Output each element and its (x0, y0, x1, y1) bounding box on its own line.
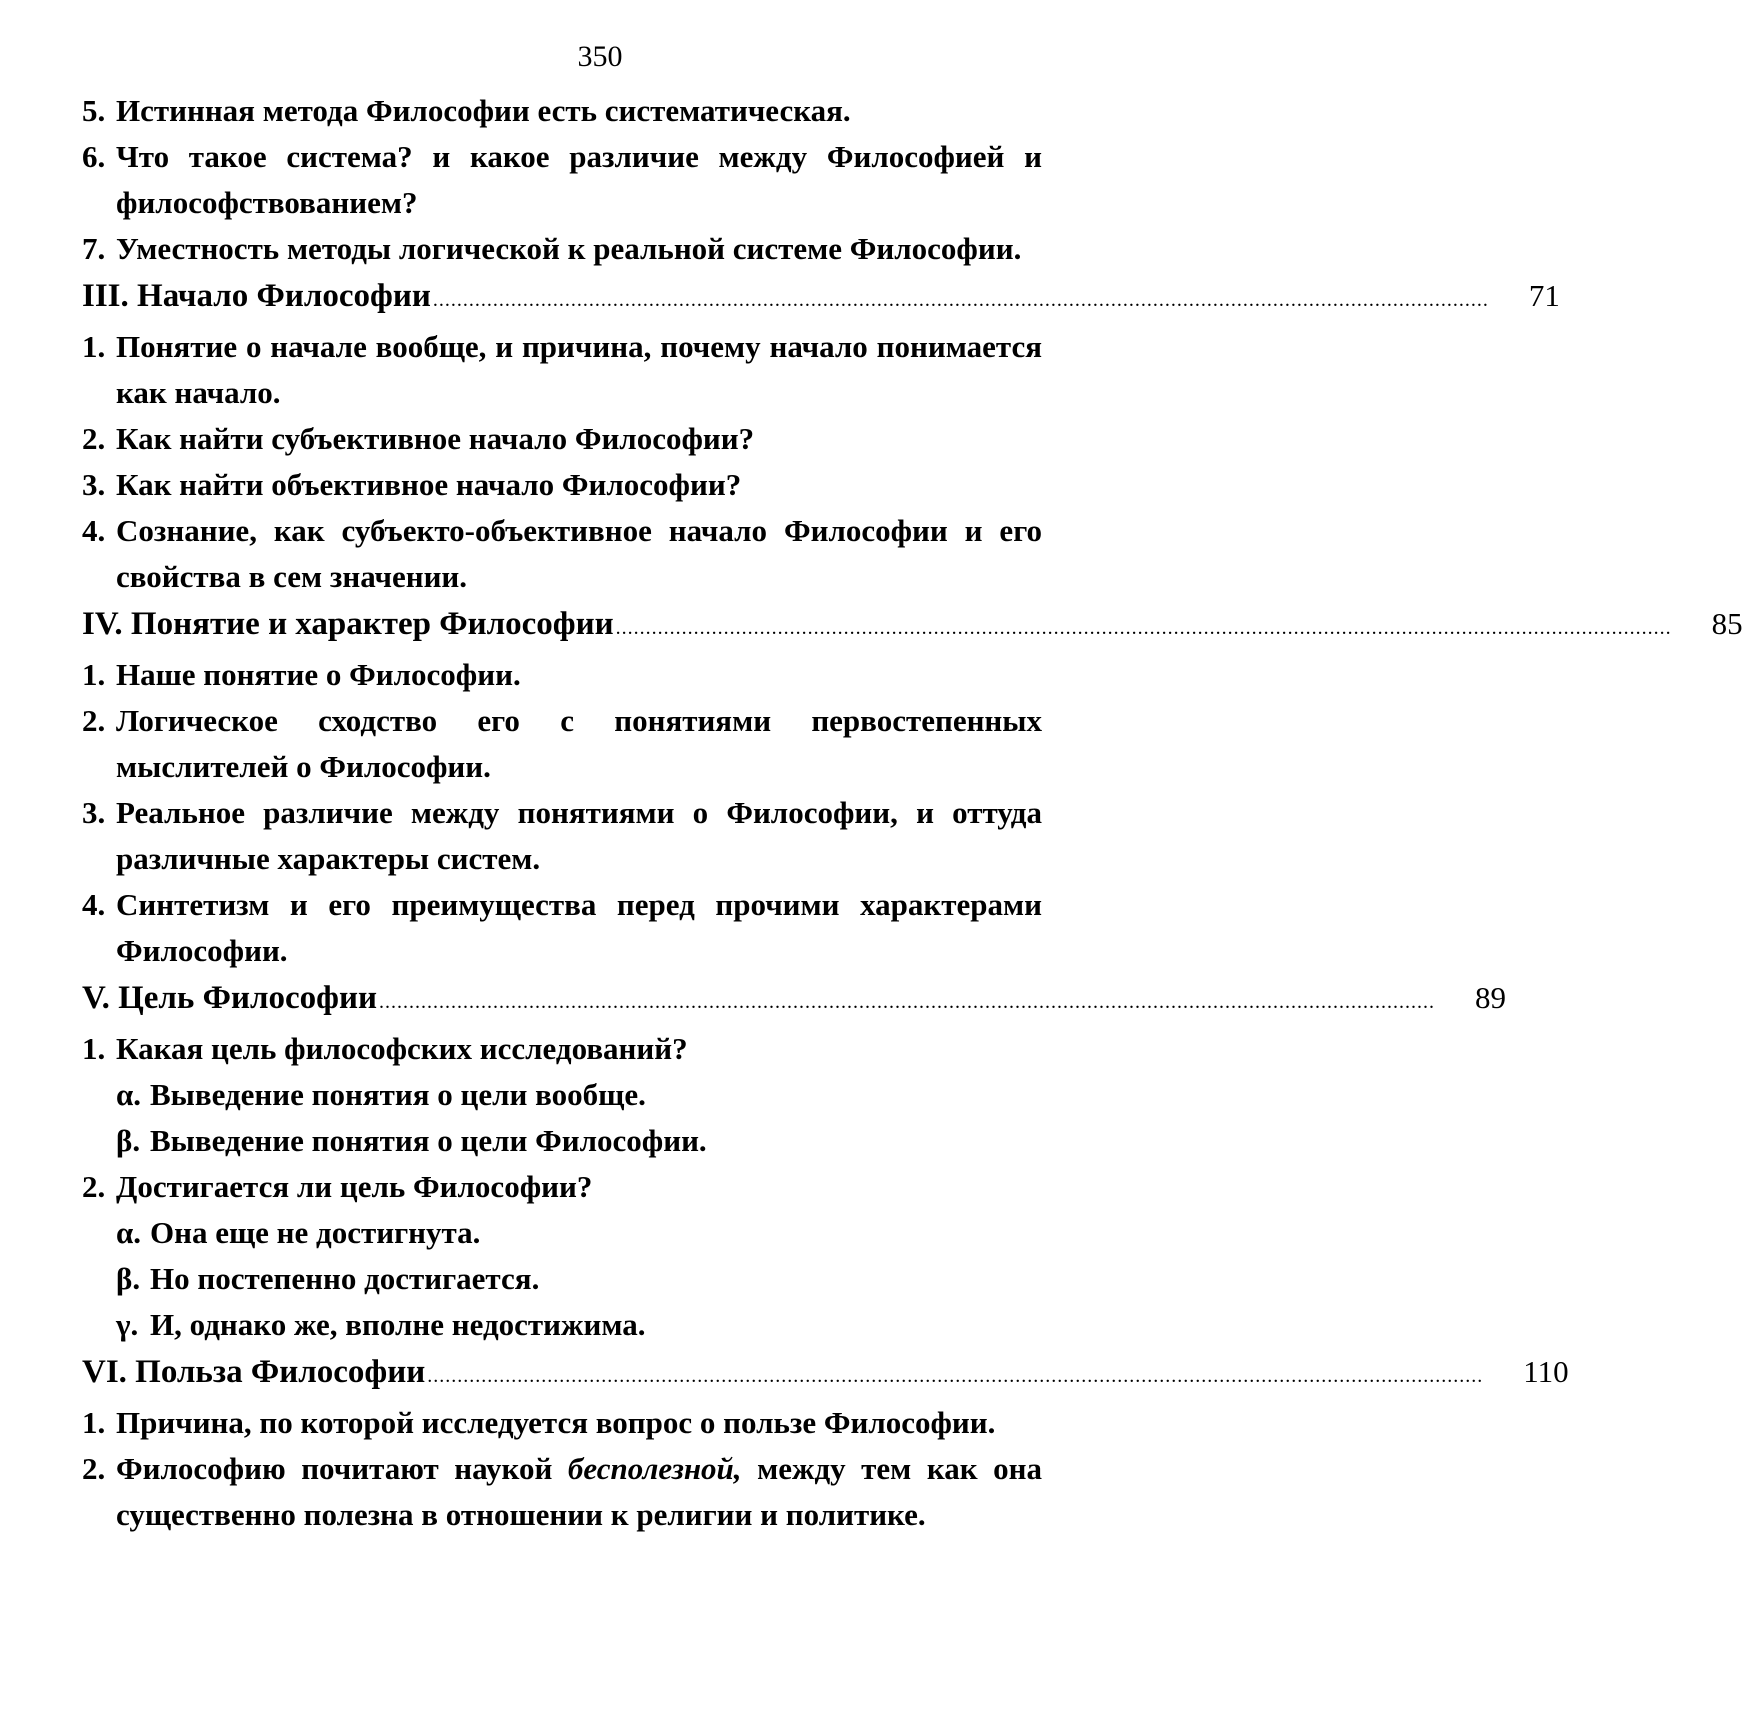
toc-item (82, 1446, 1042, 1538)
dot-leader: ................................................................................................................................................................................ (427, 1353, 1483, 1400)
item-number: 2. (82, 698, 116, 744)
item-text: Причина, по которой исследуется вопрос о пользе Философии. (116, 1400, 1042, 1446)
toc-subitem (82, 1256, 1132, 1302)
item-number: 3. (82, 462, 116, 508)
section-title: VI. Польза Философии (82, 1349, 425, 1396)
subitem-letter: α. (116, 1210, 150, 1256)
item-number: 5. (82, 88, 116, 134)
book-page (0, 0, 1200, 1732)
item-text: Понятие о начале вообще, и причина, почему начало понимается как начало. (116, 324, 1042, 416)
table-of-contents (82, 88, 1132, 1538)
item-text: Реальное различие между понятиями о Философии, и оттуда различные характеры систем. (116, 790, 1042, 882)
subitem-letter: γ. (116, 1302, 150, 1348)
item-text: Истинная метода Философии есть систематическая. (116, 88, 1042, 134)
item-number: 1. (82, 1400, 116, 1446)
dot-leader: ................................................................................................................................................................................ (433, 277, 1489, 324)
toc-subitem (82, 1210, 1132, 1256)
item-number: 6. (82, 134, 116, 180)
item-text (116, 1446, 1042, 1538)
toc-item (82, 416, 1042, 462)
toc-item (82, 88, 1042, 134)
section-page-number: 71 (1529, 272, 1579, 319)
section-heading (82, 1348, 1132, 1400)
dot-leader: ................................................................................................................................................................................ (616, 605, 1672, 652)
item-text: Достигается ли цель Философии? (116, 1164, 1042, 1210)
subitem-text: Выведение понятия о цели Философии. (150, 1118, 707, 1164)
item-number: 1. (82, 324, 116, 370)
item-number: 3. (82, 790, 116, 836)
toc-item (82, 1164, 1042, 1210)
toc-item (82, 226, 1042, 272)
item-text: Наше понятие о Философии. (116, 652, 1042, 698)
item-text: Как найти объективное начало Философии? (116, 462, 1042, 508)
item-text: Логическое сходство его с понятиями первостепенных мыслителей о Философии. (116, 698, 1042, 790)
item-number: 2. (82, 1164, 116, 1210)
item-text: Что такое система? и какое различие между Философией и философствованием? (116, 134, 1042, 226)
item-text: Какая цель философских исследований? (116, 1026, 1042, 1072)
item-number: 2. (82, 1446, 116, 1492)
toc-item (82, 882, 1042, 974)
item-number: 2. (82, 416, 116, 462)
subitem-text: Она еще не достигнута. (150, 1210, 480, 1256)
toc-subitem (82, 1302, 1132, 1348)
section-heading (82, 600, 1132, 652)
item-text: Синтетизм и его преимущества перед прочими характерами Философии. (116, 882, 1042, 974)
toc-item (82, 324, 1042, 416)
toc-item (82, 1026, 1042, 1072)
item-text-italic: бесполезной, (568, 1451, 742, 1486)
section-title: IV. Понятие и характер Философии (82, 601, 614, 648)
item-number: 1. (82, 1026, 116, 1072)
section-title: III. Начало Философии (82, 273, 431, 320)
item-text-start: Философию почитают наукой (116, 1451, 552, 1486)
item-text: Как найти субъективное начало Философии? (116, 416, 1042, 462)
section-page-number: 89 (1475, 974, 1525, 1021)
toc-subitem (82, 1118, 1132, 1164)
subitem-letter: α. (116, 1072, 150, 1118)
item-text: Сознание, как субъекто-объективное начало Философии и его свойства в сем значении. (116, 508, 1042, 600)
subitem-text: Выведение понятия о цели вообще. (150, 1072, 646, 1118)
section-page-number: 85 (1712, 600, 1762, 647)
toc-item (82, 698, 1042, 790)
section-title: V. Цель Философии (82, 975, 377, 1022)
toc-item (82, 790, 1042, 882)
item-number: 1. (82, 652, 116, 698)
toc-item (82, 652, 1042, 698)
toc-item (82, 1400, 1042, 1446)
subitem-letter: β. (116, 1118, 150, 1164)
item-text-end: между тем как она существенно полезна в отношении к религии и политике. (116, 1451, 1042, 1532)
item-number: 7. (82, 226, 116, 272)
section-heading (82, 974, 1132, 1026)
toc-subitem (82, 1072, 1132, 1118)
item-number: 4. (82, 508, 116, 554)
page-number: 350 (0, 40, 1200, 74)
dot-leader: ................................................................................................................................................................................ (379, 979, 1435, 1026)
section-page-number: 110 (1523, 1348, 1573, 1395)
subitem-text: Но постепенно достигается. (150, 1256, 539, 1302)
toc-item (82, 134, 1042, 226)
item-number: 4. (82, 882, 116, 928)
toc-item (82, 508, 1042, 600)
item-text: Уместность методы логической к реальной системе Философии. (116, 226, 1042, 272)
toc-item (82, 462, 1042, 508)
section-heading (82, 272, 1132, 324)
subitem-letter: β. (116, 1256, 150, 1302)
subitem-text: И, однако же, вполне недостижима. (150, 1302, 646, 1348)
